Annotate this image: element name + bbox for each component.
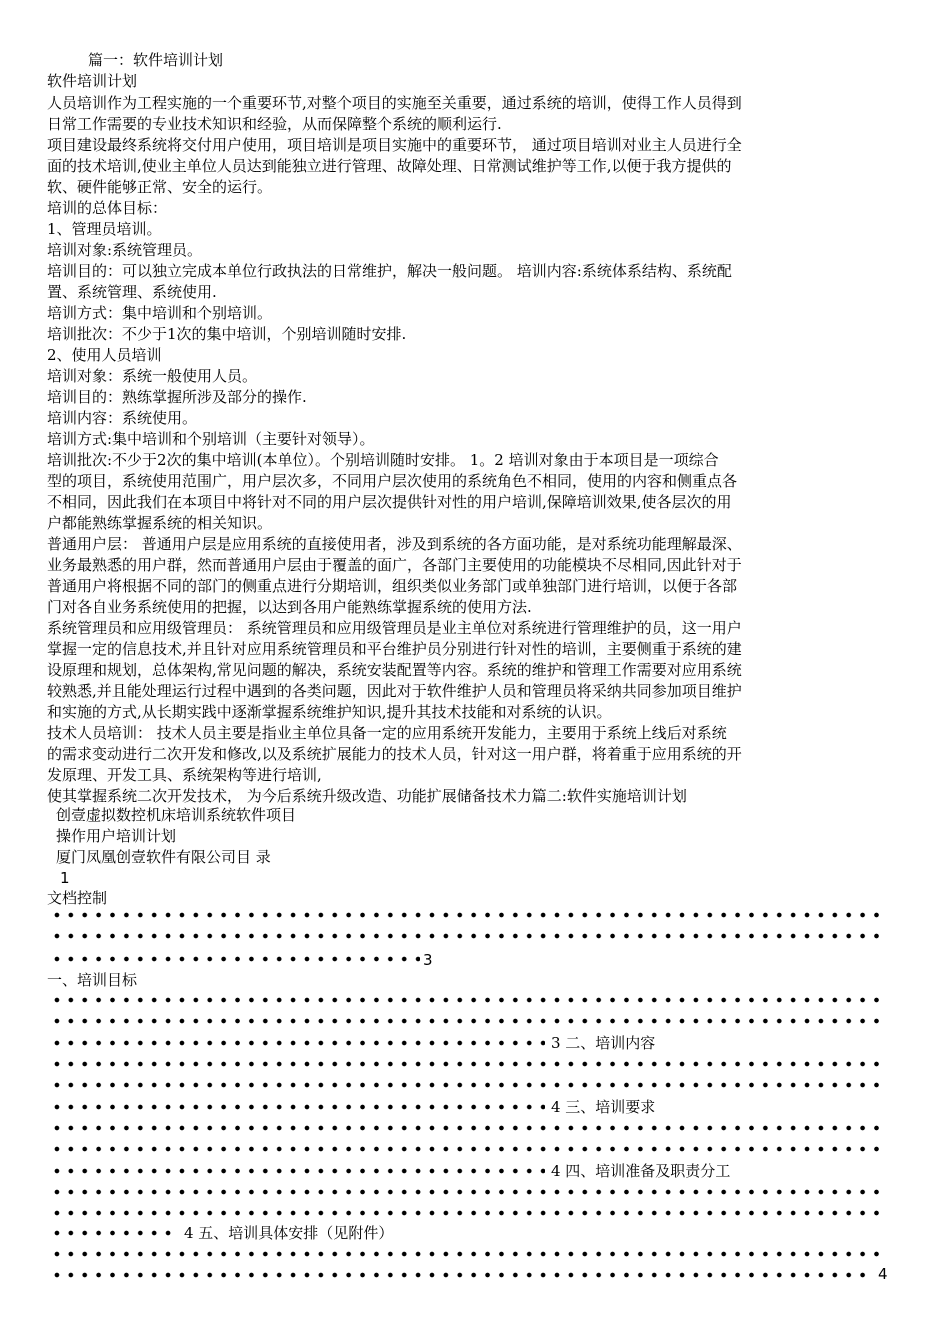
toc-leader	[50, 1125, 885, 1131]
toc-leader	[50, 1230, 175, 1236]
paragraph-line: 培训批次：不少于1次的集中培训，个别培训随时安排.	[47, 325, 407, 343]
paragraph-line: 的需求变动进行二次开发和修改,以及系统扩展能力的技术人员，针对这一用户群，将着重于应用系统的开	[47, 745, 742, 763]
paragraph-line: 培训目的：熟练掌握所涉及部分的操作.	[47, 388, 307, 406]
paragraph-line: 1、管理员培训。	[47, 220, 162, 238]
toc-page-number: 4	[878, 1265, 888, 1283]
paragraph-line: 普通用户将根据不同的部门的侧重点进行分期培训，组织类似业务部门或单独部门进行培训，以便于各部	[47, 577, 738, 595]
toc-leader	[50, 1018, 885, 1024]
toc-leader	[50, 997, 885, 1003]
paragraph-line: 培训内容：系统使用。	[47, 409, 198, 427]
paragraph-line: 使其掌握系统二次开发技术， 为今后系统升级改造、功能扩展储备技术力篇二:软件实施培训计划	[47, 787, 687, 805]
toc-leader	[50, 956, 420, 962]
toc-entry: 3 二、培训内容	[551, 1034, 656, 1052]
toc-leader	[50, 1061, 885, 1067]
paragraph-line: 和实施的方式,从长期实践中逐渐掌握系统维护知识,提升其技术技能和对系统的认识。	[47, 703, 612, 721]
toc-leader	[50, 1040, 545, 1046]
paragraph-line: 普通用户层： 普通用户层是应用系统的直接使用者，涉及到系统的各方面功能，是对系统功能理解最深、	[47, 535, 742, 553]
toc-entry: 4 四、培训准备及职责分工	[551, 1162, 731, 1180]
paragraph-line: 培训批次:不少于2次的集中培训(本单位）。个别培训随时安排。 1。2 培训对象由于本项目是一项综合	[47, 451, 719, 469]
section-heading: 软件培训计划	[47, 72, 138, 90]
toc-leader	[50, 1082, 885, 1088]
toc-page-number: 3	[423, 951, 433, 969]
paragraph-line: 培训方式：集中培训和个别培训。	[47, 304, 273, 322]
paragraph-line: 系统管理员和应用级管理员： 系统管理员和应用级管理员是业主单位对系统进行管理维护的员，这一用户	[47, 619, 742, 637]
paragraph-line: 项目建设最终系统将交付用户使用，项目培训是项目实施中的重要环节， 通过项目培训对业主人员进行全	[47, 136, 742, 154]
paragraph-line: 技术人员培训： 技术人员主要是指业主单位具备一定的应用系统开发能力，主要用于系统上线后对系统	[47, 724, 727, 742]
toc-entry: 一、培训目标	[47, 971, 138, 989]
toc-doc-control: 文档控制	[47, 889, 108, 907]
doc-title: 篇一：软件培训计划	[88, 51, 224, 69]
toc-leader	[50, 1168, 545, 1174]
paragraph-line: 较熟悉,并且能处理运行过程中遇到的各类问题，因此对于软件维护人员和管理员将采纳共同参加项目维护	[47, 682, 742, 700]
paragraph-line: 户都能熟练掌握系统的相关知识。	[47, 514, 273, 532]
paragraph-line: 发原理、开发工具、系统架构等进行培训,	[47, 766, 322, 784]
paragraph-line: 培训对象:系统管理员。	[47, 241, 203, 259]
paragraph-line: 日常工作需要的专业技术知识和经验，从而保障整个系统的顺利运行.	[47, 115, 502, 133]
project-name: 创壹虚拟数控机床培训系统软件项目	[56, 806, 297, 824]
toc-leader	[50, 1272, 872, 1278]
paragraph-line: 置、系统管理、系统使用.	[47, 283, 217, 301]
paragraph-line: 培训目的：可以独立完成本单位行政执法的日常维护，解决一般问题。 培训内容:系统体系结构、系统配	[47, 262, 732, 280]
toc-leader	[50, 1251, 885, 1257]
toc-leader	[50, 1146, 885, 1152]
paragraph-line: 人员培训作为工程实施的一个重要环节,对整个项目的实施至关重要，通过系统的培训，使得工作人员得到	[47, 94, 742, 112]
paragraph-line: 面的技术培训,使业主单位人员达到能独立进行管理、故障处理、日常测试维护等工作,以便于我方提供的	[47, 157, 732, 175]
paragraph-line: 培训对象：系统一般使用人员。	[47, 367, 258, 385]
paragraph-line: 培训方式:集中培训和个别培训（主要针对领导）。	[47, 430, 375, 448]
paragraph-line: 掌握一定的信息技术,并且针对应用系统管理员和平台维护员分别进行针对性的培训，主要侧重于系统的建	[47, 640, 742, 658]
paragraph-line: 业务最熟悉的用户群，然而普通用户层由于覆盖的面广，各部门主要使用的功能模块不尽相同,因此针对于	[47, 556, 742, 574]
paragraph-line: 软、硬件能够正常、安全的运行。	[47, 178, 273, 196]
toc-entry: 4 五、培训具体安排（见附件）	[184, 1224, 394, 1242]
toc-leader	[50, 912, 885, 918]
paragraph-line: 型的项目，系统使用范围广，用户层次多，不同用户层次使用的系统角色不相同，使用的内容和侧重点各	[47, 472, 738, 490]
toc-leader	[50, 1189, 885, 1195]
paragraph-line: 培训的总体目标：	[47, 199, 168, 217]
toc-entry: 4 三、培训要求	[551, 1098, 656, 1116]
toc-leader	[50, 933, 885, 939]
paragraph-line: 门对各自业务系统使用的把握，以达到各用户能熟练掌握系统的使用方法.	[47, 598, 532, 616]
page-number: 1	[60, 869, 70, 887]
paragraph-line: 2、使用人员培训	[47, 346, 162, 364]
plan-title: 操作用户培训计划	[56, 827, 177, 845]
toc-leader	[50, 1210, 885, 1216]
company-name: 厦门凤凰创壹软件有限公司目 录	[56, 848, 271, 866]
paragraph-line: 不相同，因此我们在本项目中将针对不同的用户层次提供针对性的用户培训,保障培训效果,使各层次的用	[47, 493, 732, 511]
paragraph-line: 设原理和规划，总体架构,常见问题的解决，系统安装配置等内容。系统的维护和管理工作需要对应用系统	[47, 661, 742, 679]
toc-leader	[50, 1104, 545, 1110]
